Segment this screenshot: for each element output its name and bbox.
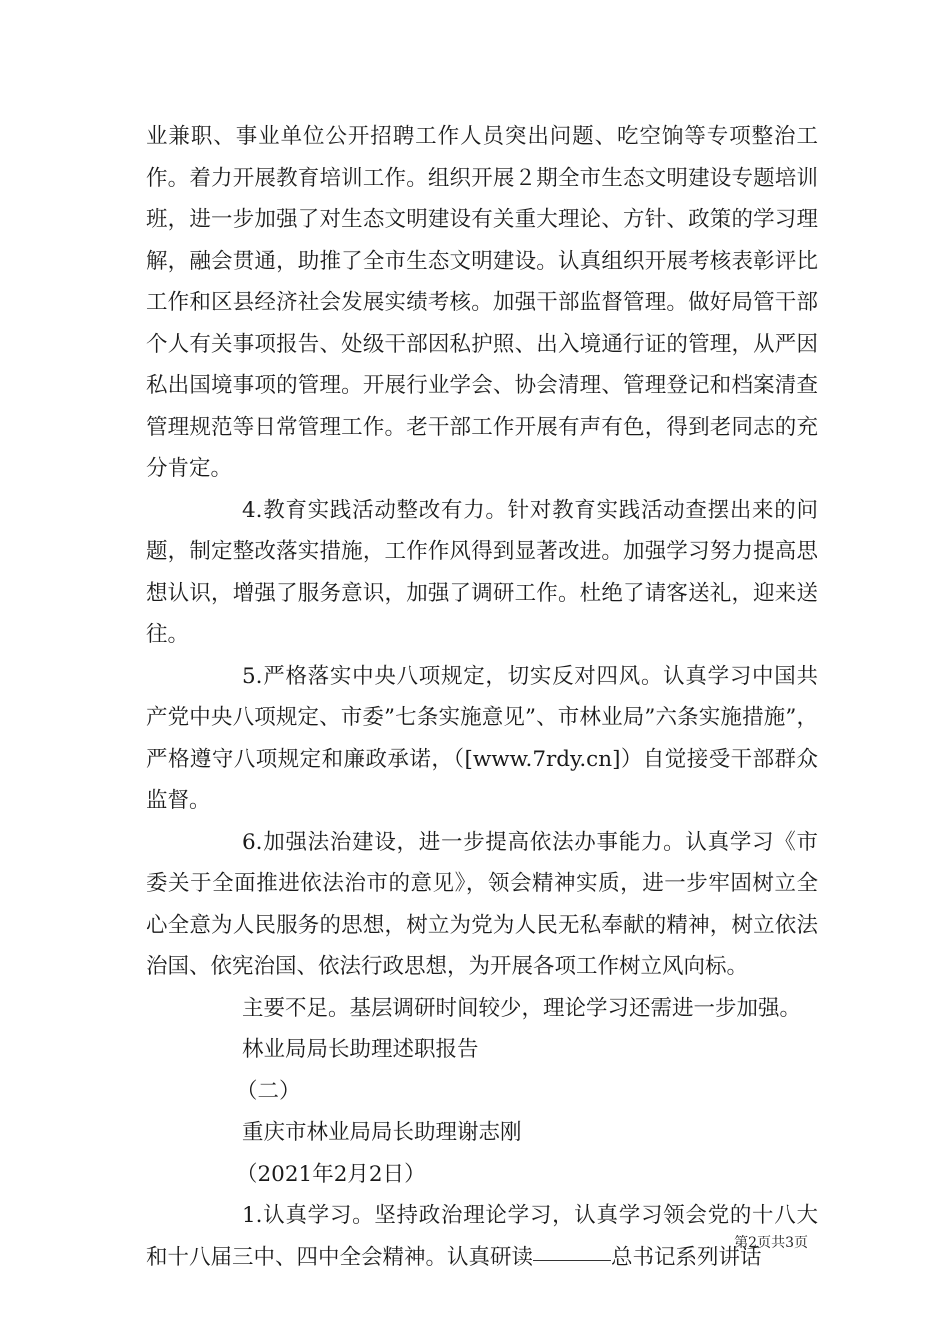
paragraph-1-text: 1.认真学习。坚持政治理论学习，认真学习领会党的十八大和十八届三中、四中全会精神。认真研读 [146, 1203, 818, 1270]
shortcomings-line: 主要不足。基层调研时间较少，理论学习还需进一步加强。 [242, 995, 802, 1021]
report-title: 林业局局长助理述职报告 [242, 1037, 479, 1062]
date-line: （2021年2月2日） [236, 1161, 426, 1187]
page-footer: 第2页共3页 [734, 1235, 808, 1251]
paragraph-6: 6.加强法治建设，进一步提高依法办事能力。认真学习《市委关于全面推进依法治市的意见》，领会精神实质，进一步牢固树立全心全意为人民服务的思想，树立为党为人民无私奉献的精神，树立依法治国、依宪治国、依法行政思想，为开展各项工作树立风向标。 [146, 829, 818, 979]
paragraph-5: 5.严格落实中央八项规定，切实反对四风。认真学习中国共产党中央八项规定、市委”七条实施意见”、市林业局”六条实施措施”，严格遵守八项规定和廉政承诺，（[www.7rdy.cn]）自觉接受干部群众监督。 [146, 663, 818, 813]
blank-underline [533, 1259, 611, 1261]
paragraph-4: 4.教育实践活动整改有力。针对教育实践活动查摆出来的问题，制定整改落实措施，工作作风得到显著改进。加强学习努力提高思想认识，增强了服务意识，加强了调研工作。杜绝了请客送礼，迎来送往。 [146, 497, 818, 647]
body-text [146, 116, 818, 1278]
paragraph-continuation: 业兼职、事业单位公开招聘工作人员突出问题、吃空饷等专项整治工作。着力开展教育培训工作。组织开展２期全市生态文明建设专题培训班，进一步加强了对生态文明建设有关重大理论、方针、政策的学习理解，融会贯通，助推了全市生态文明建设。认真组织开展考核表彰评比工作和区县经济社会发展实绩考核。加强干部监督管理。做好局管干部个人有关事项报告、处级干部因私护照、出入境通行证的管理，从严因私出国境事项的管理。开展行业学会、协会清理、管理登记和档案清查管理规范等日常管理工作。老干部工作开展有声有色，得到老同志的充分肯定。 [146, 124, 818, 481]
part-number: （二） [236, 1078, 301, 1104]
author-line: 重庆市林业局局长助理谢志刚 [242, 1120, 522, 1145]
paragraph-1-tail: 总书记系列讲话 [611, 1244, 762, 1270]
